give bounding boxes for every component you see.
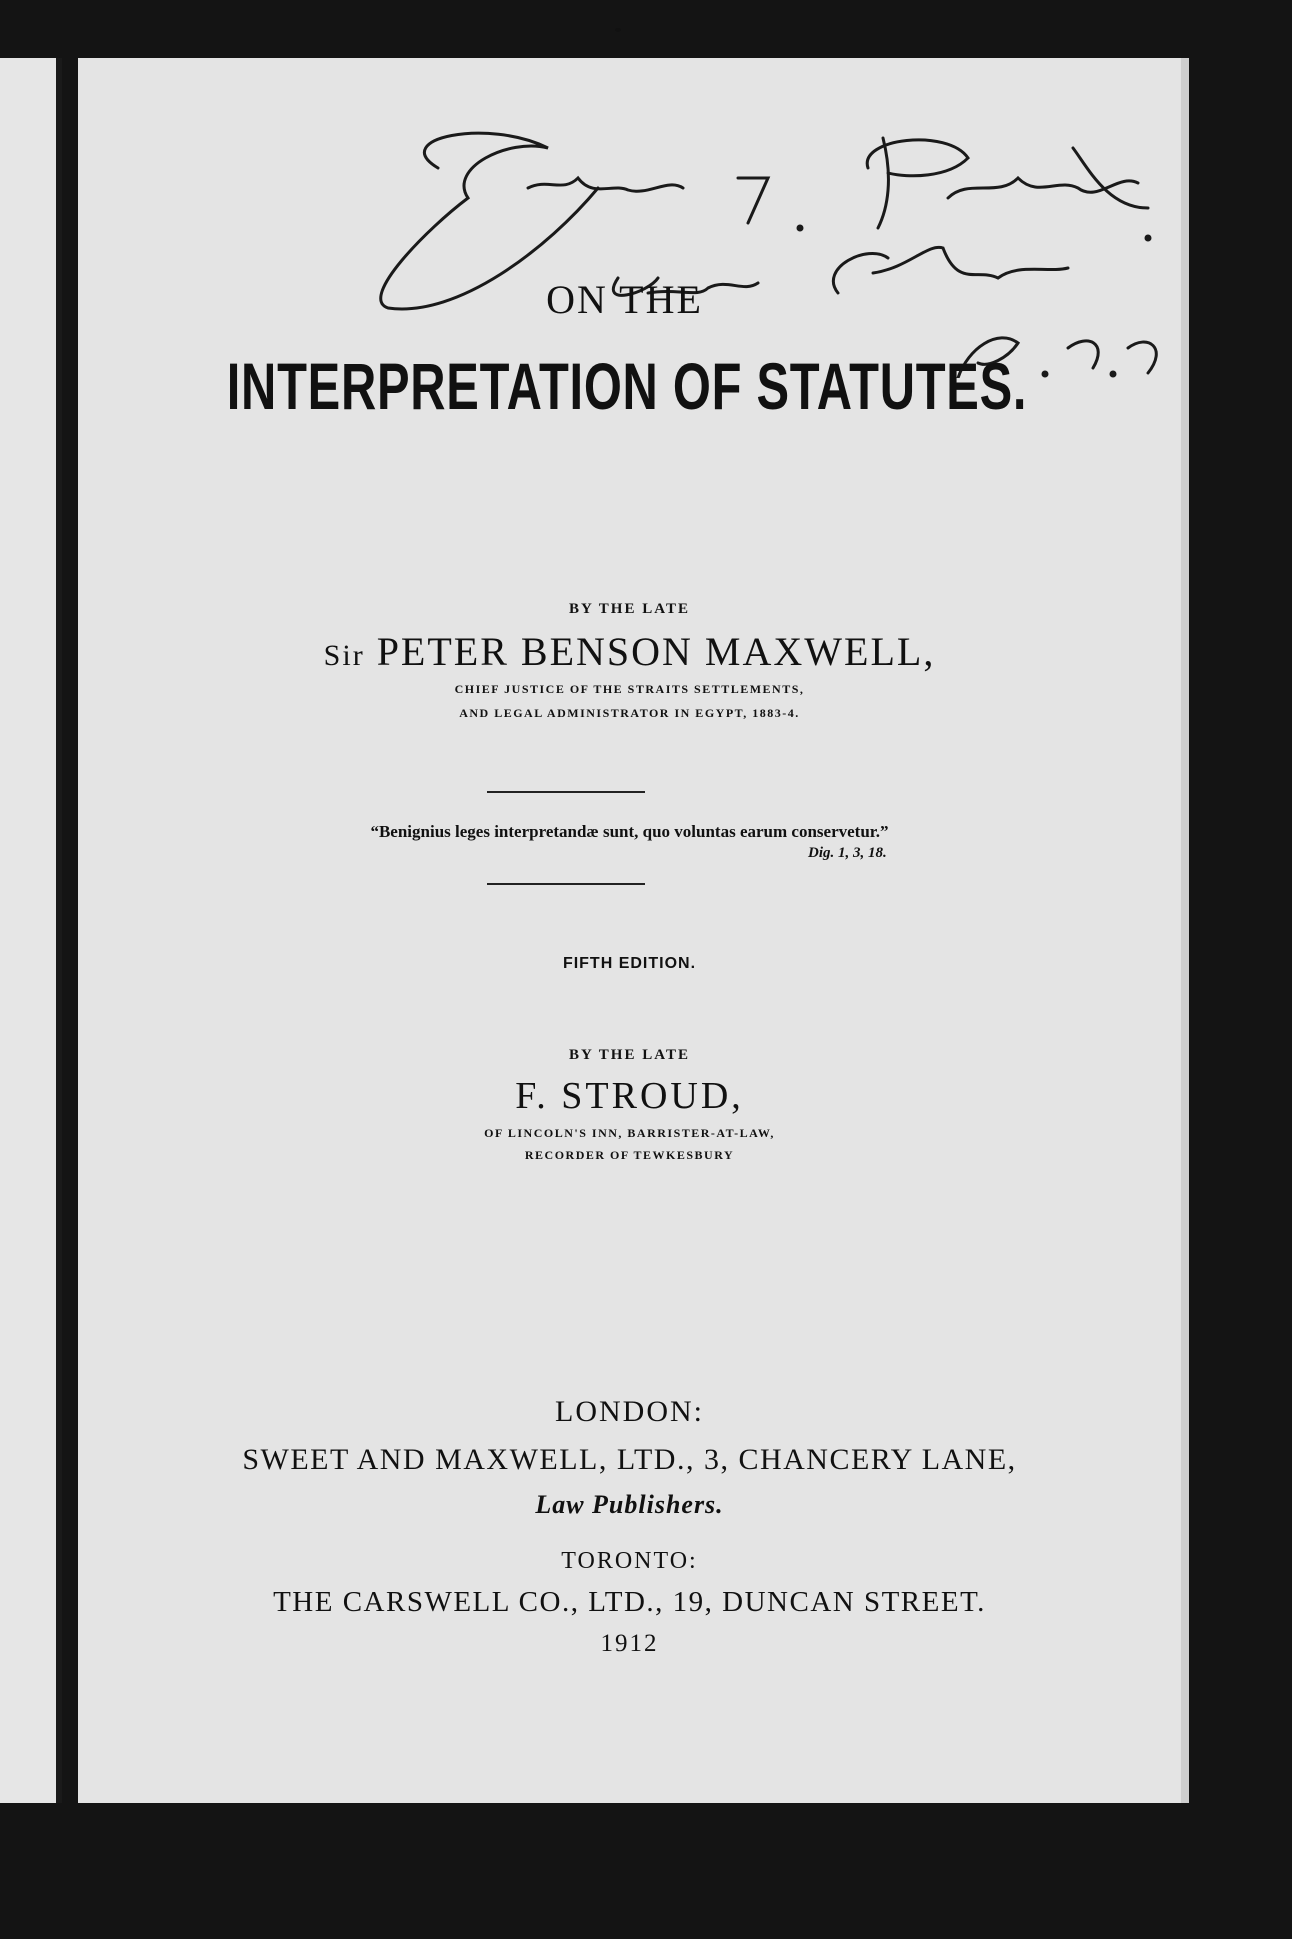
imprint-year: 1912 <box>600 1630 659 1657</box>
imprint-city: TORONTO: <box>561 1548 698 1574</box>
adjacent-page-edge <box>0 58 58 1803</box>
author-name-line <box>78 628 1181 675</box>
book-title: INTERPRETATION OF STATUTES. <box>226 349 1028 423</box>
divider <box>487 883 645 885</box>
imprint-city: LONDON: <box>555 1395 704 1428</box>
editor-name: F. STROUD, <box>515 1075 744 1117</box>
dust-speck <box>615 28 621 32</box>
title-page <box>78 58 1181 1803</box>
author-prefix: Sir <box>323 639 365 672</box>
author-description: AND LEGAL ADMINISTRATOR IN EGYPT, 1883-4. <box>459 706 800 720</box>
page-gutter <box>56 58 62 1803</box>
editor-byline: BY THE LATE <box>569 1047 690 1063</box>
author-name: PETER BENSON MAXWELL, <box>376 629 936 674</box>
imprint-publisher: SWEET AND MAXWELL, LTD., 3, CHANCERY LANE, <box>242 1443 1017 1476</box>
imprint-publisher: THE CARSWELL CO., LTD., 19, DUNCAN STREET. <box>273 1586 986 1618</box>
author-description: CHIEF JUSTICE OF THE STRAITS SETTLEMENTS, <box>454 682 805 696</box>
edition-statement: FIFTH EDITION. <box>562 955 697 972</box>
editor-description: RECORDER OF TEWKESBURY <box>524 1148 735 1162</box>
editor-description: OF LINCOLN'S INN, BARRISTER-AT-LAW, <box>484 1126 775 1140</box>
epigraph-citation: Dig. 1, 3, 18. <box>808 845 887 861</box>
divider <box>487 791 645 793</box>
pre-title: ON THE <box>546 277 703 322</box>
handwritten-inscription <box>348 78 1168 378</box>
epigraph-quote: “Benignius leges interpretandæ sunt, quo voluntas earum conservetur.” <box>370 822 889 841</box>
imprint-publisher-role: Law Publishers. <box>535 1490 724 1519</box>
page-right-edge <box>1181 58 1189 1803</box>
author-byline: BY THE LATE <box>569 601 690 617</box>
